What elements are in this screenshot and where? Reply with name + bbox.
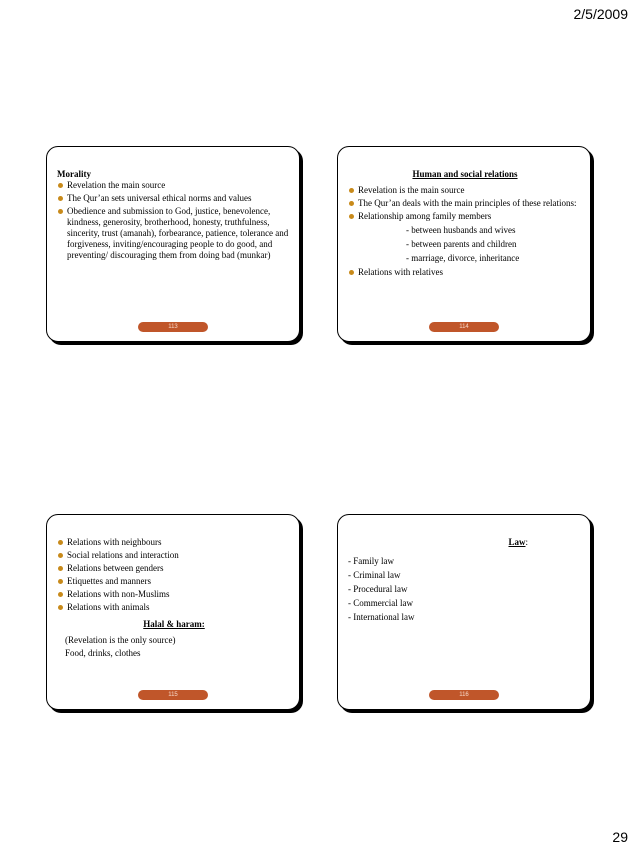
list-item: Relations between genders: [57, 563, 291, 574]
slide-number: 116: [429, 690, 499, 700]
bullet-icon: [58, 605, 63, 610]
list-item: The Qur’an sets universal ethical norms and values: [57, 193, 291, 204]
slide-content: [348, 537, 582, 626]
slide-114: [337, 146, 591, 342]
list-item: Relations with animals: [57, 602, 291, 613]
list-item: Relations with non-Muslims: [57, 589, 291, 600]
bullet-icon: [349, 201, 354, 206]
list-item: Relations with relatives: [348, 267, 582, 278]
text-line: Food, drinks, clothes: [65, 648, 141, 658]
bullet-icon: [58, 579, 63, 584]
bullet-icon: [58, 183, 63, 188]
list-item: The Qur’an deals with the main principles of these relations:: [348, 198, 582, 209]
law-item: - Criminal law: [348, 570, 401, 580]
header-date: 2/5/2009: [573, 6, 628, 22]
bullet-list: [57, 180, 291, 261]
law-item: - Procedural law: [348, 584, 408, 594]
slide-116: [337, 514, 591, 710]
bullet-list: [348, 267, 582, 278]
slide-content: [57, 169, 291, 263]
bullet-icon: [58, 553, 63, 558]
slide-title: Human and social relations: [412, 169, 518, 179]
page-number: 29: [612, 829, 628, 845]
law-item: - Commercial law: [348, 598, 413, 608]
section-subtitle: Halal & haram:: [143, 619, 205, 629]
bullet-icon: [58, 209, 63, 214]
list-item: Relationship among family members: [348, 211, 582, 222]
list-item: Etiquettes and manners: [57, 576, 291, 587]
slide-115: [46, 514, 300, 710]
slide-number: 114: [429, 322, 499, 332]
bullet-icon: [58, 592, 63, 597]
bullet-list: [348, 185, 582, 222]
slide-number: 113: [138, 322, 208, 332]
list-item: Social relations and interaction: [57, 550, 291, 561]
bullet-icon: [349, 188, 354, 193]
bullet-icon: [58, 566, 63, 571]
list-item: Relations with neighbours: [57, 537, 291, 548]
list-item: Revelation is the main source: [348, 185, 582, 196]
list-item: Revelation the main source: [57, 180, 291, 191]
slide-title: Law:: [508, 537, 528, 547]
bullet-icon: [349, 270, 354, 275]
slide-content: [57, 537, 291, 661]
slide-title: Morality: [57, 169, 91, 179]
bullet-icon: [349, 214, 354, 219]
bullet-list: [57, 537, 291, 613]
law-item: - International law: [348, 612, 415, 622]
bullet-icon: [58, 196, 63, 201]
sub-item: - between parents and children: [406, 239, 517, 249]
sub-item: - between husbands and wives: [406, 225, 516, 235]
text-line: (Revelation is the only source): [65, 635, 176, 645]
bullet-icon: [58, 540, 63, 545]
law-item: - Family law: [348, 556, 394, 566]
list-item: Obedience and submission to God, justice, benevolence, kindness, generosity, brotherhood, honesty, truthfulness, sincerity, trust (amanah), forbearance, patience, tolerance and forgiveness, inviting/encouraging people to do good, and preventing/ discouraging them from doing bad (munkar): [57, 206, 291, 261]
slide-content: [348, 169, 582, 280]
slide-number: 115: [138, 690, 208, 700]
sub-item: - marriage, divorce, inheritance: [406, 253, 520, 263]
slide-113: [46, 146, 300, 342]
